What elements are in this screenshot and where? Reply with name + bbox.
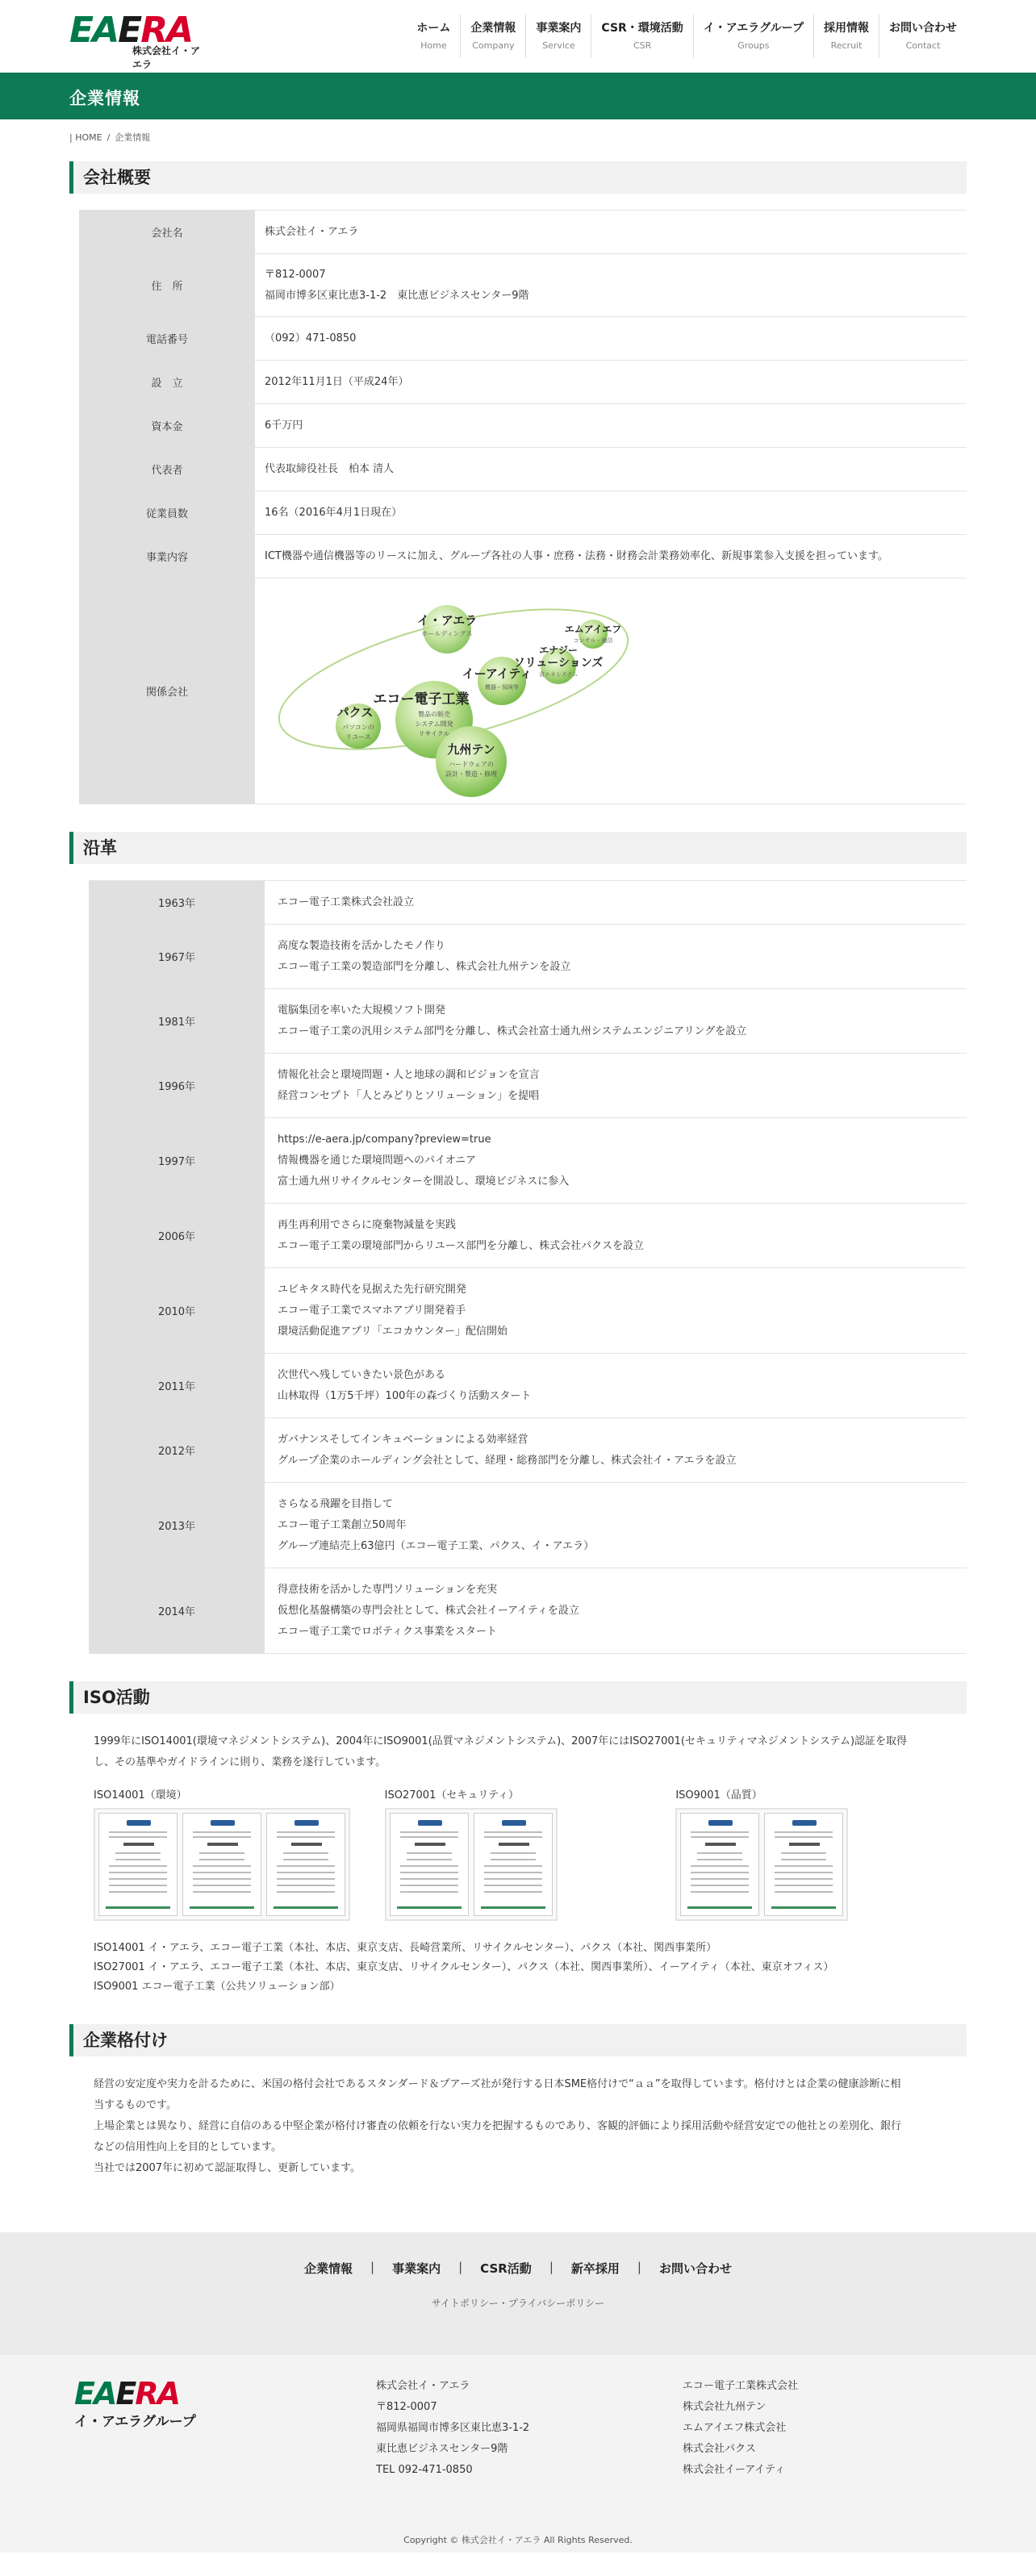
nav-item-groups[interactable] bbox=[693, 15, 813, 58]
certificate-text-line bbox=[115, 1859, 161, 1860]
nav-item-label: 事業案内 bbox=[536, 22, 582, 35]
certificate-text-line bbox=[775, 1885, 833, 1886]
iso-scope-item: ISO27001 イ・アエラ、エコー電子工業（本社、本店、東京支店、リサイクルセンター）、パクス（本社、関西事業所）、イーアイティ（本社、東京オフィス） bbox=[94, 1961, 834, 1973]
certificate-text-line bbox=[775, 1865, 833, 1867]
rating-heading: 企業格付け bbox=[69, 2024, 967, 2056]
profile-row bbox=[79, 404, 967, 448]
related-companies-row bbox=[79, 578, 967, 804]
history-detail-line: 電脳集団を率いた大規模ソフト開発 bbox=[278, 1004, 446, 1017]
footer-nav bbox=[0, 2232, 1036, 2355]
history-detail-line: 再生再利用でさらに廃棄物減量を実践 bbox=[278, 1218, 457, 1231]
history-detail-line: エコー電子工業の汎用システム部門を分離し、株式会社富士通九州システムエンジニアリングを設立 bbox=[278, 1025, 747, 1037]
history-detail-line: エコー電子工業の環境部門からリユース部門を分離し、株式会社パクスを設立 bbox=[278, 1239, 644, 1252]
certificate-border bbox=[274, 1906, 338, 1909]
certificate-text-line bbox=[193, 1872, 251, 1873]
certificate-text-line bbox=[109, 1836, 167, 1838]
profile-label: 電話番号 bbox=[79, 317, 255, 361]
history-detail-line: 情報機器を通じた環境問題へのパイオニア bbox=[278, 1154, 477, 1167]
nav-item-label: イ・アエラグループ bbox=[703, 22, 804, 35]
related-companies-label: 関係会社 bbox=[79, 578, 255, 804]
certificate-text-line bbox=[193, 1878, 251, 1880]
nav-item-sublabel: Home bbox=[420, 40, 447, 51]
iso-certificate-image[interactable] bbox=[390, 1813, 469, 1916]
nav-item-recruit[interactable] bbox=[813, 15, 879, 58]
certificate-text-line bbox=[277, 1865, 335, 1867]
certificate-text-line bbox=[484, 1872, 542, 1873]
profile-value-line: （092）471-0850 bbox=[265, 332, 357, 344]
iso-group bbox=[94, 1786, 385, 1921]
certificate-border bbox=[687, 1906, 752, 1909]
profile-row bbox=[79, 254, 967, 317]
diagram-eaera-name: イ・アエラ bbox=[416, 612, 478, 628]
certificate-text-line bbox=[115, 1852, 161, 1854]
iso-scope-item: ISO14001 イ・アエラ、エコー電子工業（本社、本店、東京支店、長崎営業所、リサイクルセンター）、パクス（本社、関西事業所） bbox=[94, 1942, 717, 1954]
profile-value-line: 16名（2016年4月1日現在） bbox=[265, 506, 403, 519]
history-detail-line: 仮想化基盤構築の専門会社として、株式会社イーアイティを設立 bbox=[278, 1604, 579, 1617]
certificate-text-line bbox=[484, 1865, 542, 1867]
iso-certificate-frame[interactable] bbox=[385, 1808, 558, 1921]
footer-nav-separator: | bbox=[370, 2260, 375, 2274]
profile-label: 資本金 bbox=[79, 404, 255, 448]
certificate-text-line bbox=[277, 1831, 335, 1833]
certificate-text-line bbox=[775, 1878, 833, 1880]
footer-nav-separator: | bbox=[637, 2260, 641, 2274]
diagram-energy-sub: 省エネシステム bbox=[538, 670, 579, 678]
copyright: Copyright © 株式会社イ・アエラ All Rights Reserved. bbox=[403, 2535, 633, 2545]
certificate-text-line bbox=[109, 1872, 167, 1873]
group-company-link[interactable]: エコー電子工業株式会社 bbox=[683, 2380, 799, 2392]
jqa-logo bbox=[708, 1820, 733, 1826]
profile-value bbox=[255, 254, 967, 317]
diagram-eaera-sub: ホールディングス bbox=[421, 629, 473, 637]
history-detail-line: https://e-aera.jp/company?preview=true bbox=[278, 1133, 491, 1146]
history-detail-line: グループ企業のホールディング会社として、経理・総務部門を分離し、株式会社イ・アエラを設立 bbox=[278, 1454, 737, 1467]
bubble-eaera bbox=[423, 605, 471, 653]
history-detail-line: エコー電子工業株式会社設立 bbox=[278, 896, 415, 908]
footer-logo-sub: イ・アエラグループ bbox=[74, 2414, 196, 2430]
certificate-text-line bbox=[277, 1872, 335, 1873]
rating-text: 経営の安定度や実力を計るために、米国の格付会社であるスタンダード＆プアーズ社が発行する日本SME格付けで“ａａ”を取得しています。格付けとは企業の健康診断に相 当するものです。 上場企業とは異なり、経営に自信のある中堅企業が格付け審査の依頼を行ない実力を把握するものであり、客観的評価により採用活動や経営安定での他社との差別化、銀行 などの信用性向上を目的としています。 当社では2007年に初めて認証取得し、更新しています。 bbox=[94, 2078, 902, 2174]
history-row bbox=[89, 1483, 967, 1568]
nav-item-sublabel: Service bbox=[542, 40, 575, 51]
nav-item-home[interactable] bbox=[407, 15, 460, 58]
certificate-border bbox=[771, 1906, 836, 1909]
history-year: 2012年 bbox=[89, 1418, 265, 1483]
iso-certificate-image[interactable] bbox=[98, 1813, 178, 1916]
profile-label: 会社名 bbox=[79, 211, 255, 254]
site-header bbox=[0, 0, 1036, 73]
group-company-link[interactable]: 株式会社パクス bbox=[683, 2443, 756, 2455]
history-detail-line: エコー電子工業でロボティクス事業をスタート bbox=[278, 1625, 497, 1638]
diagram-energy-name-2: ソリューションズ bbox=[513, 656, 604, 670]
history-row bbox=[89, 1054, 967, 1118]
history-year: 2014年 bbox=[89, 1568, 265, 1654]
footer-logo-mark: EAERA bbox=[74, 2376, 180, 2411]
certificate-text-line bbox=[193, 1865, 251, 1867]
iso-group bbox=[385, 1786, 676, 1921]
diagram-pax-sub-2: リユース bbox=[345, 733, 371, 741]
nav-item-label: お問い合わせ bbox=[889, 22, 957, 35]
jqa-logo bbox=[502, 1820, 526, 1826]
history-detail bbox=[265, 1054, 967, 1118]
diagram-echo-name: エコー電子工業 bbox=[373, 691, 470, 708]
jqa-logo bbox=[418, 1820, 442, 1826]
certificate-border bbox=[481, 1906, 545, 1909]
history-detail bbox=[265, 1354, 967, 1418]
certificate-text-line bbox=[400, 1878, 458, 1880]
certificate-heading bbox=[123, 1843, 154, 1846]
history-year: 1963年 bbox=[89, 881, 265, 925]
certificate-text-line bbox=[109, 1891, 167, 1893]
certificate-text-line bbox=[691, 1836, 749, 1838]
profile-value-line: 〒812-0007 bbox=[265, 268, 326, 281]
history-detail-line: さらなる飛躍を目指して bbox=[278, 1497, 394, 1510]
certificate-text-line bbox=[691, 1891, 749, 1893]
diagram-echo-sub-2: システム開発 bbox=[415, 720, 453, 728]
diagram-emaife-sub: コンサル・通信 bbox=[573, 637, 613, 644]
history-detail-line: 経営コンセプト「人とみどりとソリューション」を提唱 bbox=[278, 1089, 540, 1102]
overview-heading: 会社概要 bbox=[69, 161, 967, 194]
history-detail-line: 山林取得（1万5千坪）100年の森づくり活動スタート bbox=[278, 1389, 532, 1402]
company-profile-table bbox=[79, 210, 967, 804]
history-year: 1996年 bbox=[89, 1054, 265, 1118]
iso-group-title: ISO27001（セキュリティ） bbox=[384, 1789, 520, 1802]
certificate-text-line bbox=[407, 1859, 452, 1860]
iso-certificates bbox=[94, 1786, 967, 1921]
certificate-text-line bbox=[193, 1891, 251, 1893]
certificate-text-line bbox=[283, 1852, 328, 1854]
profile-label: 代表者 bbox=[79, 448, 255, 491]
page-title: 企業情報 bbox=[69, 89, 140, 108]
certificate-text-line bbox=[691, 1885, 749, 1886]
history-row bbox=[89, 1118, 967, 1204]
history-detail bbox=[265, 1483, 967, 1568]
history-detail-line: 高度な製造技術を活かしたモノ作り bbox=[278, 939, 445, 952]
profile-value bbox=[255, 317, 967, 361]
profile-value bbox=[255, 211, 967, 254]
nav-item-label: ホーム bbox=[416, 22, 451, 35]
jqa-logo bbox=[295, 1820, 319, 1826]
certificate-text-line bbox=[109, 1831, 167, 1833]
history-year: 1997年 bbox=[89, 1118, 265, 1204]
history-detail-line: ガバナンスそしてインキュベーションによる効率経営 bbox=[278, 1433, 528, 1446]
history-detail bbox=[265, 1418, 967, 1483]
nav-item-sublabel: Recruit bbox=[830, 40, 863, 51]
certificate-text-line bbox=[400, 1865, 458, 1867]
certificate-text-line bbox=[277, 1885, 335, 1886]
certificate-heading bbox=[789, 1843, 820, 1846]
breadcrumb-home-link[interactable]: HOME bbox=[75, 132, 102, 143]
profile-row bbox=[79, 491, 967, 535]
group-company-link[interactable]: 株式会社イーアイティ bbox=[683, 2464, 786, 2476]
iso-group-title: ISO9001（品質） bbox=[675, 1789, 762, 1802]
profile-value bbox=[255, 361, 967, 404]
history-year: 2010年 bbox=[89, 1268, 265, 1354]
profile-label: 住 所 bbox=[79, 254, 255, 317]
certificate-text-line bbox=[109, 1865, 167, 1867]
jqa-logo bbox=[127, 1820, 151, 1826]
footer-group-companies bbox=[683, 2376, 798, 2481]
rating-section bbox=[69, 2024, 967, 2179]
certificate-text-line bbox=[491, 1852, 536, 1854]
certificate-text-line bbox=[193, 1885, 251, 1886]
certificate-text-line bbox=[484, 1891, 542, 1893]
nav-item-csr[interactable] bbox=[591, 15, 692, 58]
certificate-text-line bbox=[400, 1836, 458, 1838]
history-detail-line: 次世代へ残していきたい景色がある bbox=[278, 1368, 446, 1381]
history-table bbox=[89, 880, 967, 1654]
nav-item-service[interactable] bbox=[525, 15, 591, 58]
profile-row bbox=[79, 535, 967, 578]
global-nav bbox=[407, 15, 967, 58]
iso-certificate-image[interactable] bbox=[764, 1813, 843, 1916]
history-detail-line: 得意技術を活かした専門ソリューションを充実 bbox=[278, 1583, 498, 1596]
group-companies-diagram bbox=[268, 582, 639, 800]
history-row bbox=[89, 881, 967, 925]
certificate-text-line bbox=[484, 1831, 542, 1833]
certificate-text-line bbox=[781, 1859, 826, 1860]
iso-certificate-image[interactable] bbox=[182, 1813, 261, 1916]
certificate-text-line bbox=[697, 1859, 742, 1860]
diagram-echo-sub-1: 製品の販売 bbox=[418, 710, 450, 718]
iso-certificate-image[interactable] bbox=[680, 1813, 759, 1916]
certificate-text-line bbox=[109, 1885, 167, 1886]
history-detail-line: 環境活動促進アプリ「エコカウンター」配信開始 bbox=[278, 1325, 508, 1338]
history-section bbox=[69, 832, 967, 1654]
nav-item-company[interactable] bbox=[460, 15, 525, 58]
certificate-text-line bbox=[283, 1859, 328, 1860]
jqa-logo bbox=[792, 1820, 817, 1826]
profile-row bbox=[79, 317, 967, 361]
certificate-text-line bbox=[484, 1885, 542, 1886]
jqa-logo bbox=[211, 1820, 235, 1826]
diagram-iaiti-name: イーアイティ bbox=[462, 666, 533, 681]
history-row bbox=[89, 989, 967, 1054]
footer-nav-separator: | bbox=[549, 2260, 554, 2274]
history-detail bbox=[265, 1268, 967, 1354]
history-detail-line: 情報化社会と環境問題・人と地球の調和ビジョンを宣言 bbox=[278, 1068, 540, 1081]
iso-section bbox=[69, 1681, 967, 1997]
footer-logo[interactable] bbox=[74, 2378, 196, 2430]
profile-row bbox=[79, 448, 967, 491]
history-detail bbox=[265, 1204, 967, 1268]
footer-nav-item[interactable]: 事業案内 bbox=[392, 2261, 441, 2276]
profile-row bbox=[79, 211, 967, 254]
breadcrumb-current: 企業情報 bbox=[115, 132, 151, 143]
iso-group bbox=[675, 1786, 967, 1921]
certificate-text-line bbox=[697, 1852, 742, 1854]
history-detail bbox=[265, 1568, 967, 1654]
nav-item-label: 採用情報 bbox=[824, 22, 869, 35]
history-detail-line: エコー電子工業でスマホアプリ開発着手 bbox=[278, 1304, 466, 1317]
certificate-text-line bbox=[691, 1865, 749, 1867]
certificate-heading bbox=[705, 1843, 736, 1846]
profile-label: 事業内容 bbox=[79, 535, 255, 578]
certificate-heading bbox=[291, 1843, 322, 1846]
certificate-text-line bbox=[193, 1831, 251, 1833]
diagram-echo-sub-3: リサイクル bbox=[418, 729, 450, 737]
diagram-iaiti-sub: 機器・保険等 bbox=[485, 683, 519, 691]
history-row bbox=[89, 1204, 967, 1268]
iso-scope-list bbox=[94, 1939, 967, 1997]
profile-value bbox=[255, 491, 967, 535]
iso-certificate-image[interactable] bbox=[266, 1813, 345, 1916]
site-logo[interactable] bbox=[69, 10, 207, 70]
nav-item-sublabel: CSR bbox=[633, 40, 652, 51]
certificate-text-line bbox=[691, 1878, 749, 1880]
overview-section bbox=[69, 161, 967, 804]
profile-row bbox=[79, 361, 967, 404]
iso-intro: 1999年にISO14001(環境マネジメントシステム)、2004年にISO9001(品質マネジメントシステム)、2007年にはISO27001(セキュリティマネジメントシステム)認証を取得 し、その基準やガイドラインに則り、業務を遂行しています。 bbox=[94, 1735, 908, 1768]
group-company-link[interactable]: エムアイエフ株式会社 bbox=[683, 2422, 787, 2434]
iso-group-title: ISO14001（環境） bbox=[94, 1789, 187, 1802]
footer bbox=[0, 2355, 1036, 2553]
certificate-text-line bbox=[400, 1872, 458, 1873]
iso-scope-item: ISO9001 エコー電子工業（公共ソリューション部） bbox=[94, 1981, 340, 1993]
profile-value-line: 6千万円 bbox=[265, 419, 303, 432]
nav-item-sublabel: Company bbox=[472, 40, 515, 51]
certificate-text-line bbox=[277, 1836, 335, 1838]
logo-company-name: 株式会社イ・アエラ bbox=[132, 45, 201, 70]
iso-certificate-frame[interactable] bbox=[94, 1808, 350, 1921]
history-year: 1981年 bbox=[89, 989, 265, 1054]
footer-nav-item[interactable]: CSR活動 bbox=[480, 2261, 532, 2276]
certificate-text-line bbox=[775, 1831, 833, 1833]
history-detail bbox=[265, 925, 967, 989]
certificate-border bbox=[397, 1906, 462, 1909]
history-year: 1967年 bbox=[89, 925, 265, 989]
profile-value-line: 2012年11月1日（平成24年） bbox=[265, 375, 409, 388]
footer-address: 株式会社イ・アエラ 〒812-0007 福岡県福岡市博多区東比恵3-1-2 東比恵ビジネスセンター9階 TEL 092-471-0850 bbox=[376, 2380, 530, 2476]
history-detail-line: グループ連結売上63億円（エコー電子工業、パクス、イ・アエラ） bbox=[278, 1539, 595, 1552]
diagram-kyushu-sub-1: ハードウェアの bbox=[449, 760, 494, 768]
certificate-text-line bbox=[484, 1878, 542, 1880]
certificate-heading bbox=[415, 1843, 445, 1846]
history-heading: 沿革 bbox=[69, 832, 967, 864]
certificate-text-line bbox=[775, 1872, 833, 1873]
diagram-energy-name-1: エナジー bbox=[539, 644, 578, 656]
certificate-text-line bbox=[109, 1878, 167, 1880]
certificate-border bbox=[190, 1906, 254, 1909]
history-row bbox=[89, 925, 967, 989]
diagram-emaife-name: エムアイエフ bbox=[564, 623, 622, 635]
certificate-text-line bbox=[407, 1852, 452, 1854]
history-year: 2006年 bbox=[89, 1204, 265, 1268]
certificate-text-line bbox=[484, 1836, 542, 1838]
history-detail-line: 富士通九州リサイクルセンターを開設し、環境ビジネスに参入 bbox=[278, 1175, 570, 1188]
history-detail bbox=[265, 881, 967, 925]
certificate-text-line bbox=[691, 1872, 749, 1873]
certificate-heading bbox=[499, 1843, 529, 1846]
history-detail bbox=[265, 989, 967, 1054]
certificate-border bbox=[106, 1906, 170, 1909]
iso-certificate-image[interactable] bbox=[474, 1813, 553, 1916]
nav-item-contact[interactable] bbox=[879, 15, 967, 58]
history-detail-line: エコー電子工業の製造部門を分離し、株式会社九州テンを設立 bbox=[278, 960, 571, 973]
iso-certificate-frame[interactable] bbox=[675, 1808, 848, 1921]
history-year: 2013年 bbox=[89, 1483, 265, 1568]
certificate-text-line bbox=[199, 1852, 244, 1854]
diagram-kyushu-name: 九州テン bbox=[447, 741, 495, 757]
nav-item-sublabel: Contact bbox=[905, 40, 941, 51]
history-row bbox=[89, 1568, 967, 1654]
history-row bbox=[89, 1354, 967, 1418]
nav-item-sublabel: Groups bbox=[737, 40, 770, 51]
certificate-text-line bbox=[277, 1891, 335, 1893]
diagram-pax-name: パクス bbox=[336, 704, 374, 720]
footer-nav-item[interactable]: 企業情報 bbox=[304, 2261, 353, 2276]
certificate-text-line bbox=[277, 1878, 335, 1880]
site-policy-link[interactable]: サイトポリシー・プライバシーポリシー bbox=[431, 2298, 605, 2309]
history-detail bbox=[265, 1118, 967, 1204]
footer-nav-item[interactable]: 新卒採用 bbox=[570, 2261, 620, 2276]
history-year: 2011年 bbox=[89, 1354, 265, 1418]
profile-value-line: 株式会社イ・アエラ bbox=[265, 225, 359, 238]
history-detail-line: エコー電子工業創立50周年 bbox=[278, 1518, 407, 1531]
logo-mark: EAERA bbox=[69, 10, 193, 51]
page-title-band bbox=[0, 73, 1036, 119]
diagram-pax-sub-1: パソコンの bbox=[342, 723, 374, 731]
iso-heading: ISO活動 bbox=[69, 1681, 967, 1714]
group-company-link[interactable]: 株式会社九州テン bbox=[683, 2401, 767, 2413]
nav-item-label: 企業情報 bbox=[470, 22, 516, 35]
certificate-text-line bbox=[775, 1836, 833, 1838]
profile-value-line: ICT機器や通信機器等のリースに加え、グループ各社の人事・庶務・法務・財務会計業務効率化、新規事業参入支援を担っています。 bbox=[265, 549, 888, 562]
history-row bbox=[89, 1268, 967, 1354]
nav-item-label: CSR・環境活動 bbox=[601, 22, 683, 35]
profile-value bbox=[255, 535, 967, 578]
certificate-text-line bbox=[775, 1891, 833, 1893]
profile-value-line: 福岡市博多区東比恵3-1-2 東比恵ビジネスセンター9階 bbox=[265, 289, 529, 302]
certificate-text-line bbox=[491, 1859, 536, 1860]
certificate-text-line bbox=[199, 1859, 244, 1860]
history-detail-line: ユビキタス時代を見据えた先行研究開発 bbox=[278, 1283, 466, 1296]
history-row bbox=[89, 1418, 967, 1483]
certificate-text-line bbox=[781, 1852, 826, 1854]
footer-nav-item[interactable]: お問い合わせ bbox=[658, 2261, 732, 2276]
certificate-text-line bbox=[400, 1891, 458, 1893]
diagram-kyushu-sub-2: 設計・製造・修理 bbox=[445, 770, 497, 778]
certificate-text-line bbox=[691, 1831, 749, 1833]
certificate-text-line bbox=[400, 1831, 458, 1833]
profile-value bbox=[255, 404, 967, 448]
footer-nav-separator: | bbox=[458, 2260, 463, 2274]
certificate-heading bbox=[207, 1843, 238, 1846]
profile-value bbox=[255, 448, 967, 491]
certificate-text-line bbox=[400, 1885, 458, 1886]
profile-label: 設 立 bbox=[79, 361, 255, 404]
breadcrumb: | HOME / 企業情報 bbox=[69, 132, 151, 143]
profile-label: 従業員数 bbox=[79, 491, 255, 535]
profile-value-line: 代表取締役社長 柏本 清人 bbox=[265, 462, 395, 475]
certificate-text-line bbox=[193, 1836, 251, 1838]
